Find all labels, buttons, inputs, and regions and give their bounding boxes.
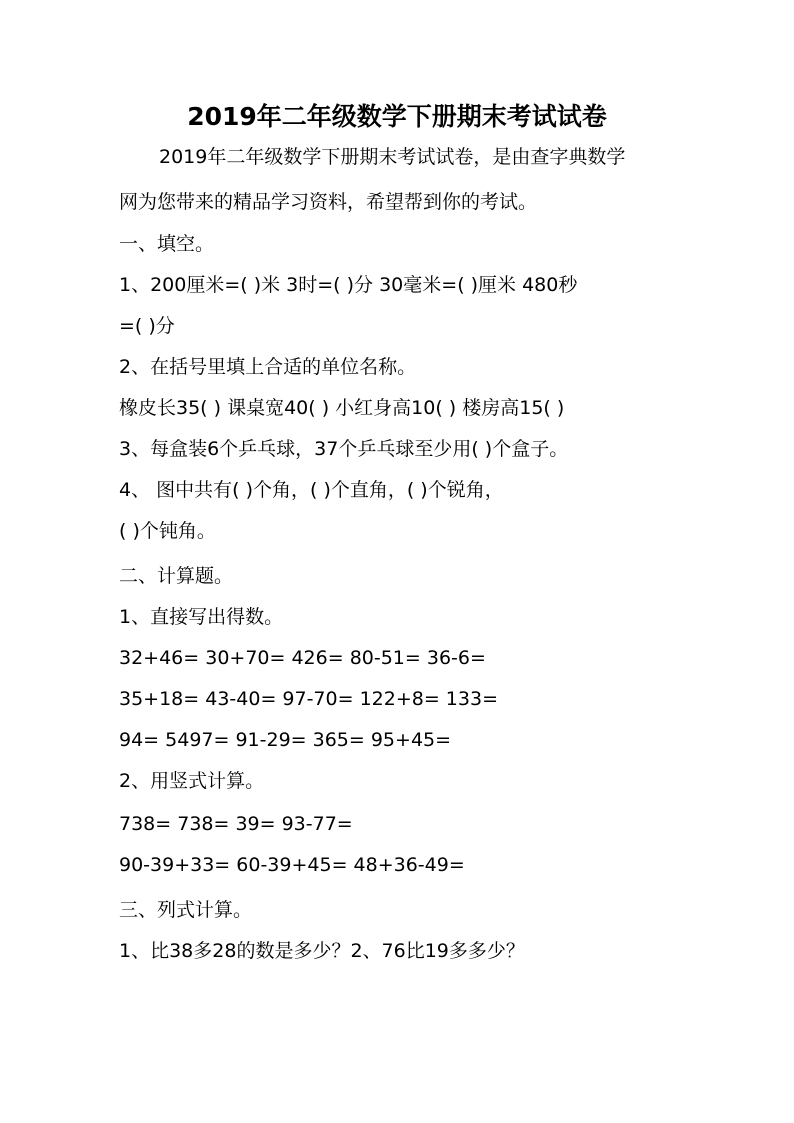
intro-line-1: 2019年二年级数学下册期末考试试卷，是由查字典数学 (159, 146, 626, 168)
equation-line: 35+18= 43-40= 97-70= 122+8= 133= (119, 688, 498, 710)
document-title: 2019年二年级数学下册期末考试试卷 (187, 102, 607, 131)
question-line: =( )分 (119, 315, 175, 337)
equation-line: 94= 5497= 91-29= 365= 95+45= (119, 729, 452, 751)
equation-line: 32+46= 30+70= 426= 80-51= 36-6= (119, 647, 486, 669)
question-line: 1、200厘米=( )米 3时=( )分 30毫米=( )厘米 480秒 (119, 274, 578, 296)
question-line: 4、 图中共有( )个角，( )个直角，( )个锐角， (119, 479, 504, 501)
section-heading-fill-blank: 一、填空。 (119, 233, 215, 255)
question-line: 1、比38多28的数是多少？2、76比19多多少？ (119, 940, 525, 962)
question-line: 3、每盒装6个乒乓球，37个乒乓球至少用( )个盒子。 (119, 438, 569, 460)
section-heading-word-problems: 三、列式计算。 (119, 899, 253, 921)
question-line: 1、直接写出得数。 (119, 606, 284, 628)
intro-line-2: 网为您带来的精品学习资料，希望帮到你的考试。 (119, 191, 538, 213)
question-line: 2、在括号里填上合适的单位名称。 (119, 356, 417, 378)
equation-line: 90-39+33= 60-39+45= 48+36-49= (119, 854, 465, 876)
section-heading-calculation: 二、计算题。 (119, 565, 234, 587)
question-line: 2、用竖式计算。 (119, 770, 265, 792)
equation-line: 738= 738= 39= 93-77= (119, 813, 353, 835)
question-line: ( )个钝角。 (119, 520, 216, 542)
question-line: 橡皮长35( ) 课桌宽40( ) 小红身高10( ) 楼房高15( ) (119, 397, 565, 419)
